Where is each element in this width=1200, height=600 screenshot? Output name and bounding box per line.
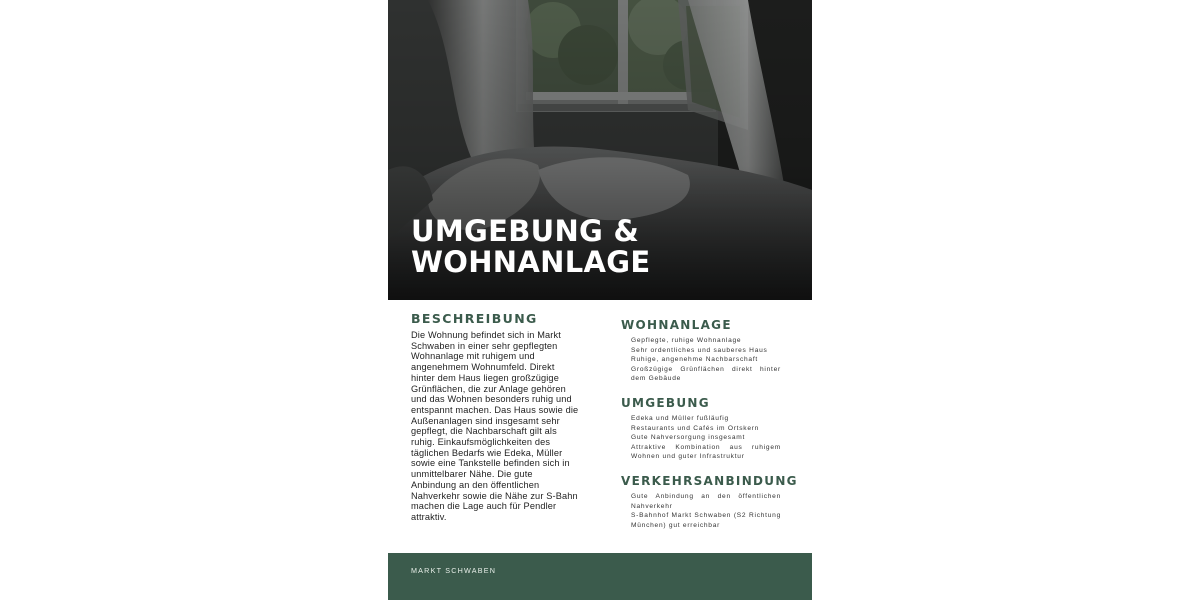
wohnanlage-list — [621, 336, 781, 384]
list-item: Restaurants und Cafés im Ortskern — [631, 424, 760, 432]
page-title — [411, 216, 650, 278]
page-title-line-1: UMGEBUNG & — [411, 214, 640, 248]
beschreibung-heading: BESCHREIBUNG — [411, 311, 538, 326]
umgebung-section — [621, 396, 781, 462]
verkehrsanbindung-section — [621, 473, 798, 530]
list-item: Großzügige Grünflächen direkt hinter dem Gebäude — [631, 365, 781, 383]
verkehrsanbindung-list — [621, 492, 781, 530]
verkehrsanbindung-heading: VERKEHRSANBINDUNG — [621, 473, 798, 488]
list-item: Ruhige, angenehme Nachbarschaft — [631, 356, 758, 364]
footer-location: MARKT SCHWABEN — [411, 566, 497, 575]
hero-section — [388, 0, 812, 300]
list-item: S-Bahnhof Markt Schwaben (S2 Richtung München) gut erreichbar — [631, 512, 781, 529]
list-item: Edeka und Müller fußläufig — [631, 414, 729, 422]
wohnanlage-heading: WOHNANLAGE — [621, 318, 732, 332]
beschreibung-section — [411, 311, 579, 523]
footer-bar — [388, 553, 812, 600]
umgebung-list — [621, 414, 781, 462]
beschreibung-text: Die Wohnung befindet sich in Markt Schwaben in einer sehr gepflegten Wohnanlage mit ruhigem und angenehmem Wohnumfeld. Direkt hinter dem Haus liegen großzügige Grünflächen, die zur Anlage gehören und das Wohnen besonders ruhig und entspannt machen. Das Haus sowie die Außenanlagen sind insgesamt sehr gepflegt, die Nachbarschaft gilt als ruhig. Einkaufsmöglichkeiten des täglichen Bedarfs wie Edeka, Müller sowie eine Tankstelle befinden sich in unmittelbarer Nähe. Die gute Anbindung an den öffentlichen Nahverkehr sowie die Nähe zur S-Bahn machen die Lage auch für Pendler attraktiv. — [411, 330, 579, 522]
details-column — [621, 318, 798, 542]
list-item: Attraktive Kombination aus ruhigem Wohnen und guter Infrastruktur — [631, 443, 781, 461]
brochure-page — [388, 0, 812, 600]
page-title-line-2: WOHNANLAGE — [411, 245, 651, 279]
wohnanlage-section — [621, 318, 781, 384]
list-item: Gute Nahversorgung insgesamt — [631, 434, 746, 442]
list-item: Sehr ordentliches und sauberes Haus — [631, 346, 768, 354]
list-item: Gepflegte, ruhige Wohnanlage — [631, 337, 742, 344]
list-item: Gute Anbindung an den öffentlichen Nahverkehr — [631, 492, 781, 510]
umgebung-heading: UMGEBUNG — [621, 395, 710, 410]
